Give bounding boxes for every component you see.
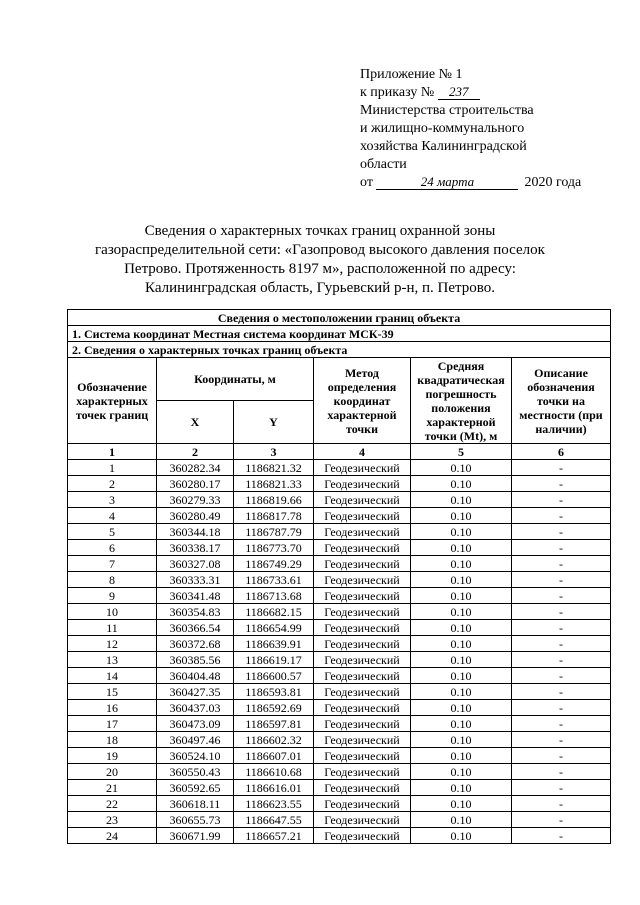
point-number: 2 [68, 476, 157, 492]
coord-y: 1186821.32 [234, 460, 314, 476]
method: Геодезический [314, 668, 411, 684]
method: Геодезический [314, 636, 411, 652]
method: Геодезический [314, 572, 411, 588]
table-row [68, 716, 611, 732]
col-number: 5 [411, 444, 512, 460]
point-number: 17 [68, 716, 157, 732]
accuracy: 0.10 [411, 828, 512, 844]
table-row [68, 460, 611, 476]
ministry-line-1: Министерства строительства [360, 103, 534, 118]
header-accuracy: Средняя квадратическая погрешность положения характерной точки (Mt), м [411, 358, 512, 444]
order-line [360, 84, 600, 102]
accuracy: 0.10 [411, 748, 512, 764]
coord-x: 360372.68 [157, 636, 234, 652]
table-row [68, 556, 611, 572]
table-row [68, 636, 611, 652]
document-title: Сведения о характерных точках границ охранной зоны газораспределительной сети: «Газопровод высокого давления поселок Петрово. Протяженность 8197 м», расположенной по адресу: Калининградская область, Гурьевский р-н, п. Петрово. [95, 223, 545, 296]
coord-y: 1186592.69 [234, 700, 314, 716]
col-number: 1 [68, 444, 157, 460]
boundary-points-table [67, 309, 611, 844]
coord-y: 1186817.78 [234, 508, 314, 524]
point-number: 12 [68, 636, 157, 652]
method: Геодезический [314, 828, 411, 844]
description: - [512, 732, 611, 748]
date-handwritten: 24 марта [376, 174, 518, 190]
table-row [68, 748, 611, 764]
coord-y: 1186819.66 [234, 492, 314, 508]
accuracy: 0.10 [411, 652, 512, 668]
coord-y: 1186623.55 [234, 796, 314, 812]
coord-x: 360671.99 [157, 828, 234, 844]
coord-y: 1186639.91 [234, 636, 314, 652]
method: Геодезический [314, 604, 411, 620]
header-coords: Координаты, м [157, 358, 314, 401]
point-number: 14 [68, 668, 157, 684]
accuracy: 0.10 [411, 796, 512, 812]
accuracy: 0.10 [411, 476, 512, 492]
ministry-line-3: хозяйства Калининградской [360, 139, 527, 154]
coord-x: 360618.11 [157, 796, 234, 812]
accuracy: 0.10 [411, 700, 512, 716]
section-title: Сведения о местоположении границ объекта [68, 310, 611, 326]
description: - [512, 684, 611, 700]
accuracy: 0.10 [411, 604, 512, 620]
points-section-row [68, 342, 611, 358]
coord-x: 360366.54 [157, 620, 234, 636]
table-row [68, 796, 611, 812]
table-row [68, 524, 611, 540]
coord-y: 1186773.70 [234, 540, 314, 556]
coord-system-row [68, 326, 611, 342]
coord-y: 1186682.15 [234, 604, 314, 620]
table-row [68, 828, 611, 844]
accuracy: 0.10 [411, 780, 512, 796]
header-designation: Обозначение характерных точек границ [68, 358, 157, 444]
description: - [512, 796, 611, 812]
point-number: 10 [68, 604, 157, 620]
accuracy: 0.10 [411, 684, 512, 700]
coord-x: 360550.43 [157, 764, 234, 780]
description: - [512, 652, 611, 668]
appendix-label: Приложение № 1 [360, 67, 463, 82]
coord-x: 360282.34 [157, 460, 234, 476]
coord-x: 360327.08 [157, 556, 234, 572]
description: - [512, 476, 611, 492]
method: Геодезический [314, 684, 411, 700]
method: Геодезический [314, 540, 411, 556]
table-row [68, 732, 611, 748]
point-number: 9 [68, 588, 157, 604]
description: - [512, 812, 611, 828]
table-row [68, 652, 611, 668]
point-number: 18 [68, 732, 157, 748]
date-line [360, 174, 600, 192]
coord-x: 360341.48 [157, 588, 234, 604]
accuracy: 0.10 [411, 508, 512, 524]
method: Геодезический [314, 780, 411, 796]
method: Геодезический [314, 476, 411, 492]
coord-x: 360524.10 [157, 748, 234, 764]
table-row [68, 540, 611, 556]
coord-y: 1186733.61 [234, 572, 314, 588]
point-number: 24 [68, 828, 157, 844]
description: - [512, 540, 611, 556]
description: - [512, 524, 611, 540]
description: - [512, 460, 611, 476]
point-number: 3 [68, 492, 157, 508]
table-row [68, 492, 611, 508]
point-number: 20 [68, 764, 157, 780]
coord-y: 1186616.01 [234, 780, 314, 796]
table-row [68, 780, 611, 796]
col-number: 3 [234, 444, 314, 460]
accuracy: 0.10 [411, 556, 512, 572]
method: Геодезический [314, 764, 411, 780]
description: - [512, 716, 611, 732]
header-description: Описание обозначения точки на местности (при наличии) [512, 358, 611, 444]
method: Геодезический [314, 460, 411, 476]
method: Геодезический [314, 492, 411, 508]
accuracy: 0.10 [411, 732, 512, 748]
description: - [512, 636, 611, 652]
point-number: 23 [68, 812, 157, 828]
coord-y: 1186657.21 [234, 828, 314, 844]
coord-y: 1186619.17 [234, 652, 314, 668]
order-prefix: к приказу № [360, 85, 435, 100]
header-method: Метод определения координат характерной точки [314, 358, 411, 444]
coord-x: 360354.83 [157, 604, 234, 620]
ministry-line-2: и жилищно-коммунального [360, 121, 525, 136]
coord-x: 360333.31 [157, 572, 234, 588]
coord-x: 360404.48 [157, 668, 234, 684]
table-row [68, 668, 611, 684]
method: Геодезический [314, 652, 411, 668]
accuracy: 0.10 [411, 812, 512, 828]
accuracy: 0.10 [411, 620, 512, 636]
header-row-1 [68, 358, 611, 401]
header-y: Y [234, 401, 314, 444]
coord-x: 360437.03 [157, 700, 234, 716]
coord-system: 1. Система координат Местная система координат МСК-39 [68, 326, 611, 342]
method: Геодезический [314, 716, 411, 732]
coord-x: 360427.35 [157, 684, 234, 700]
coord-x: 360592.65 [157, 780, 234, 796]
coord-x: 360385.56 [157, 652, 234, 668]
table-row [68, 476, 611, 492]
point-number: 21 [68, 780, 157, 796]
coord-x: 360473.09 [157, 716, 234, 732]
col-number: 6 [512, 444, 611, 460]
table-row [68, 700, 611, 716]
coord-x: 360279.33 [157, 492, 234, 508]
coord-y: 1186787.79 [234, 524, 314, 540]
description: - [512, 828, 611, 844]
method: Геодезический [314, 556, 411, 572]
point-number: 13 [68, 652, 157, 668]
coord-y: 1186602.32 [234, 732, 314, 748]
description: - [512, 764, 611, 780]
coord-x: 360344.18 [157, 524, 234, 540]
order-number-handwritten: 237 [438, 84, 480, 100]
accuracy: 0.10 [411, 460, 512, 476]
method: Геодезический [314, 812, 411, 828]
coord-x: 360280.49 [157, 508, 234, 524]
coord-x: 360497.46 [157, 732, 234, 748]
table-row [68, 588, 611, 604]
coord-y: 1186654.99 [234, 620, 314, 636]
method: Геодезический [314, 748, 411, 764]
description: - [512, 588, 611, 604]
table-row [68, 620, 611, 636]
point-number: 6 [68, 540, 157, 556]
table-row [68, 604, 611, 620]
coord-x: 360655.73 [157, 812, 234, 828]
appendix-block [360, 66, 600, 192]
description: - [512, 492, 611, 508]
description: - [512, 508, 611, 524]
coord-x: 360280.17 [157, 476, 234, 492]
point-number: 11 [68, 620, 157, 636]
header-x: X [157, 401, 234, 444]
points-section-title: 2. Сведения о характерных точках границ объекта [68, 342, 611, 358]
coord-y: 1186713.68 [234, 588, 314, 604]
accuracy: 0.10 [411, 764, 512, 780]
section-title-row [68, 310, 611, 326]
point-number: 19 [68, 748, 157, 764]
point-number: 7 [68, 556, 157, 572]
table-row [68, 684, 611, 700]
accuracy: 0.10 [411, 588, 512, 604]
table-row [68, 572, 611, 588]
table-row [68, 812, 611, 828]
column-numbers-row [68, 444, 611, 460]
point-number: 22 [68, 796, 157, 812]
method: Геодезический [314, 732, 411, 748]
method: Геодезический [314, 620, 411, 636]
description: - [512, 604, 611, 620]
description: - [512, 668, 611, 684]
point-number: 1 [68, 460, 157, 476]
description: - [512, 748, 611, 764]
accuracy: 0.10 [411, 668, 512, 684]
col-number: 4 [314, 444, 411, 460]
table-row [68, 764, 611, 780]
point-number: 4 [68, 508, 157, 524]
coord-x: 360338.17 [157, 540, 234, 556]
point-number: 15 [68, 684, 157, 700]
accuracy: 0.10 [411, 524, 512, 540]
point-number: 8 [68, 572, 157, 588]
date-prefix: от [360, 175, 373, 190]
description: - [512, 780, 611, 796]
description: - [512, 700, 611, 716]
table-row [68, 508, 611, 524]
accuracy: 0.10 [411, 572, 512, 588]
method: Геодезический [314, 796, 411, 812]
coord-y: 1186607.01 [234, 748, 314, 764]
coord-y: 1186600.57 [234, 668, 314, 684]
coord-y: 1186749.29 [234, 556, 314, 572]
coord-y: 1186647.55 [234, 812, 314, 828]
coord-y: 1186597.81 [234, 716, 314, 732]
accuracy: 0.10 [411, 636, 512, 652]
col-number: 2 [157, 444, 234, 460]
method: Геодезический [314, 588, 411, 604]
ministry-line-4: области [360, 157, 407, 172]
point-number: 16 [68, 700, 157, 716]
accuracy: 0.10 [411, 492, 512, 508]
coord-y: 1186593.81 [234, 684, 314, 700]
method: Геодезический [314, 700, 411, 716]
accuracy: 0.10 [411, 540, 512, 556]
coord-y: 1186610.68 [234, 764, 314, 780]
description: - [512, 556, 611, 572]
coord-y: 1186821.33 [234, 476, 314, 492]
description: - [512, 620, 611, 636]
method: Геодезический [314, 524, 411, 540]
point-number: 5 [68, 524, 157, 540]
date-suffix: 2020 года [524, 175, 582, 190]
method: Геодезический [314, 508, 411, 524]
accuracy: 0.10 [411, 716, 512, 732]
description: - [512, 572, 611, 588]
